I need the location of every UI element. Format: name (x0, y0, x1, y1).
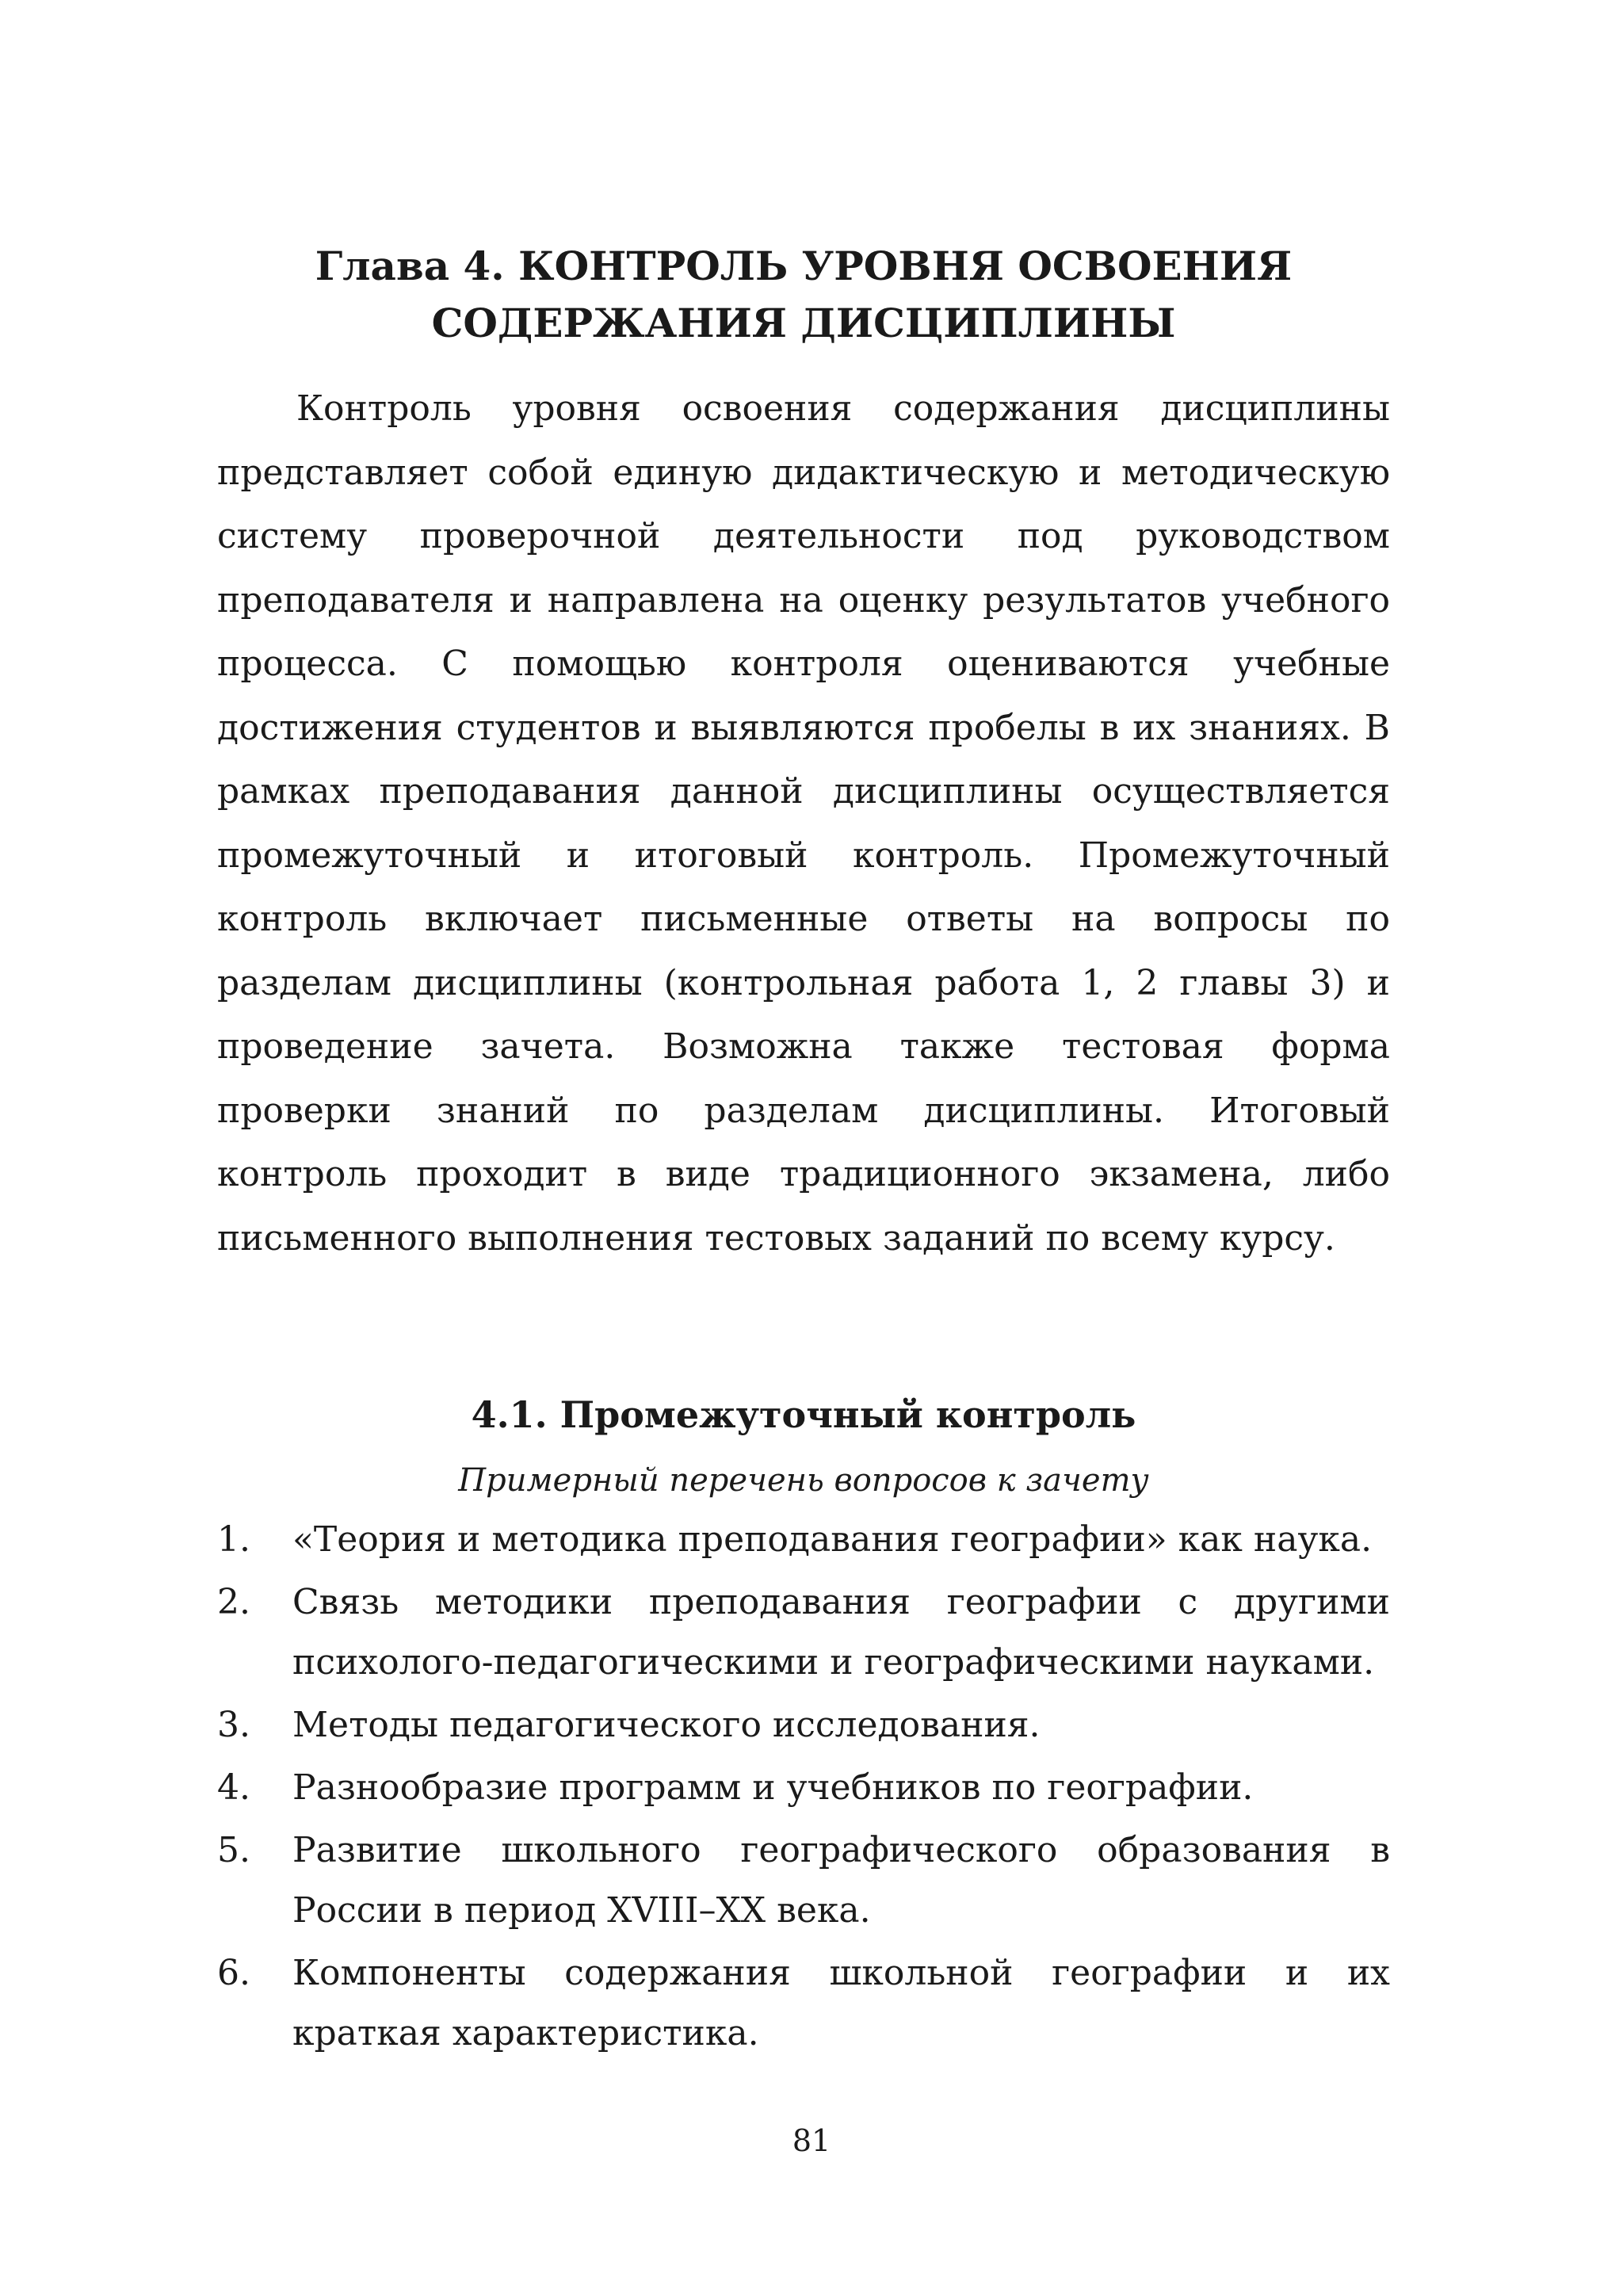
list-item-text: Связь методики преподавания географии с другими психолого-педагогическими и географическими науками. (292, 1582, 1390, 1683)
list-item-text: Разнообразие программ и учебников по географии. (292, 1767, 1254, 1808)
list-item-number: 6. (217, 1953, 250, 1993)
chapter-title (217, 238, 1390, 352)
list-caption: Примерный перечень вопросов к зачету (458, 1462, 1149, 1499)
list-item-text: Компоненты содержания школьной географии и их краткая характеристика. (292, 1953, 1390, 2053)
list-item (217, 1943, 1390, 2064)
list-item (217, 1695, 1390, 1755)
question-list (217, 1510, 1390, 2064)
list-item-number: 4. (217, 1767, 250, 1808)
list-item-text: «Теория и методика преподавания географии» как наука. (292, 1519, 1373, 1560)
list-item-text: Развитие школьного географического образования в России в период XVIII–XX века. (292, 1830, 1390, 1931)
list-item (217, 1510, 1390, 1570)
list-item-number: 5. (217, 1830, 250, 1870)
page-content (217, 238, 1390, 2066)
chapter-title-line-1: Глава 4. КОНТРОЛЬ УРОВНЯ ОСВОЕНИЯ (315, 243, 1293, 289)
list-item (217, 1572, 1390, 1693)
list-item-number: 2. (217, 1582, 250, 1622)
section-title: 4.1. Промежуточный контроль (471, 1393, 1136, 1436)
intro-paragraph: Контроль уровня освоения содержания дисциплины представляет собой единую дидактическую и методическую систему проверочной деятельности под руководством преподавателя и направлена на оценку результатов учебного процесса. С помощью контроля оцениваются учебные достижения студентов и выявляются пробелы в их знаниях. В рамках преподавания данной дисциплины осуществляется промежуточный и итоговый контроль. Промежуточный контроль включает письменные ответы на вопросы по разделам дисциплины (контрольная работа 1, 2 главы 3) и проведение зачета. Возможна также тестовая форма проверки знаний по разделам дисциплины. Итоговый контроль проходит в виде традиционного экзамена, либо письменного выполнения тестовых заданий по всему курсу. (217, 388, 1390, 1259)
chapter-title-line-2: СОДЕРЖАНИЯ ДИСЦИПЛИНЫ (431, 300, 1176, 346)
list-item (217, 1820, 1390, 1941)
page-number: 81 (792, 2123, 831, 2158)
list-item (217, 1758, 1390, 1818)
list-item-text: Методы педагогического исследования. (292, 1705, 1041, 1745)
list-item-number: 1. (217, 1519, 250, 1560)
list-item-number: 3. (217, 1705, 250, 1745)
